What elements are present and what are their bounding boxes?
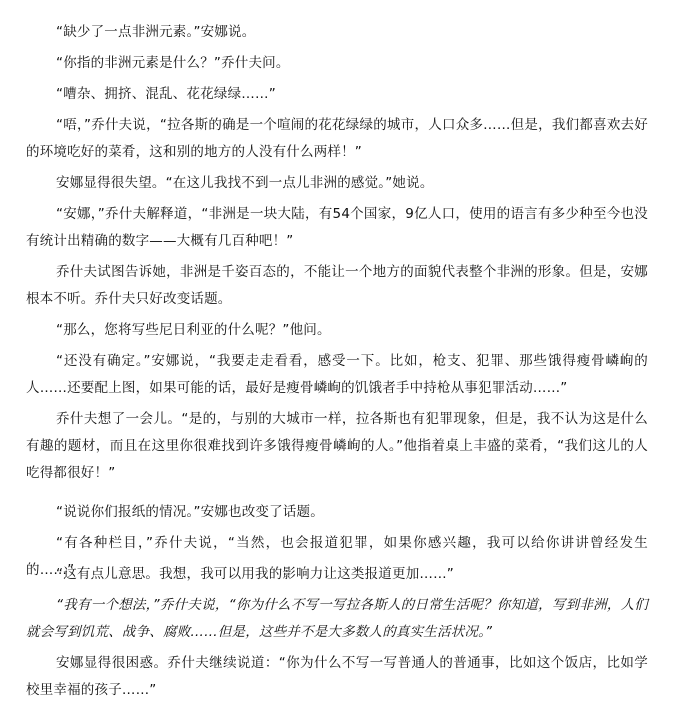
paragraph: “嘈杂、拥挤、混乱、花花绿绿……” bbox=[56, 86, 276, 102]
paragraph: “那么，您将写些尼日利亚的什么呢？”他问。 bbox=[56, 322, 331, 338]
paragraph: “唔，”乔什夫说，“拉各斯的确是一个喧闹的花花绿绿的城市，人口众多……但是，我们都喜欢去好的环境吃好的菜肴，这和别的地方的人没有什么两样！” bbox=[26, 117, 648, 160]
paragraph: “说说你们报纸的情况。”安娜也改变了话题。 bbox=[56, 504, 324, 520]
paragraph: 乔什夫试图告诉她，非洲是千姿百态的，不能让一个地方的面貌代表整个非洲的形象。但是，安娜根本不听。乔什夫只好改变话题。 bbox=[26, 264, 648, 307]
paragraph: “还没有确定。”安娜说，“我要走走看看，感受一下。比如，枪支、犯罪、那些饿得瘦骨嶙峋的人……还要配上图，如果可能的话，最好是瘦骨嶙峋的饥饿者手中持枪从事犯罪活动……” bbox=[26, 353, 648, 396]
paragraph: 乔什夫想了一会儿。“是的，与别的大城市一样，拉各斯也有犯罪现象，但是，我不认为这是什么有趣的题材，而且在这里你很难找到许多饿得瘦骨嶙峋的人。”他指着桌上丰盛的菜肴，“我们这儿的人吃得都很好！” bbox=[26, 411, 648, 481]
paragraph: “有各种栏目，”乔什夫说，“当然，也会报道犯罪，如果你感兴趣，我可以给你讲讲曾经发生的……” bbox=[26, 535, 648, 578]
paragraph: “我有一个想法，”乔什夫说，“你为什么不写一写拉各斯人的日常生活呢？你知道，写到非洲，人们就会写到饥荒、战争、腐败……但是，这些并不是大多数人的真实生活状况。” bbox=[26, 597, 648, 640]
paragraph: “缺少了一点非洲元素。”安娜说。 bbox=[56, 24, 256, 40]
paragraph: 安娜显得很失望。“在这儿我找不到一点儿非洲的感觉。”她说。 bbox=[56, 175, 434, 191]
paragraph: “这有点儿意思。我想，我可以用我的影响力让这类报道更加……” bbox=[56, 566, 454, 582]
paragraph: 安娜显得很困惑。乔什夫继续说道：“你为什么不写一写普通人的普通事，比如这个饭店，比如学校里幸福的孩子……” bbox=[26, 655, 648, 698]
paragraph: “安娜，”乔什夫解释道，“非洲是一块大陆，有54个国家，9亿人口，使用的语言有多少种至今也没有统计出精确的数字——大概有几百种吧！” bbox=[26, 206, 648, 249]
paragraph: “你指的非洲元素是什么？”乔什夫问。 bbox=[56, 55, 290, 71]
